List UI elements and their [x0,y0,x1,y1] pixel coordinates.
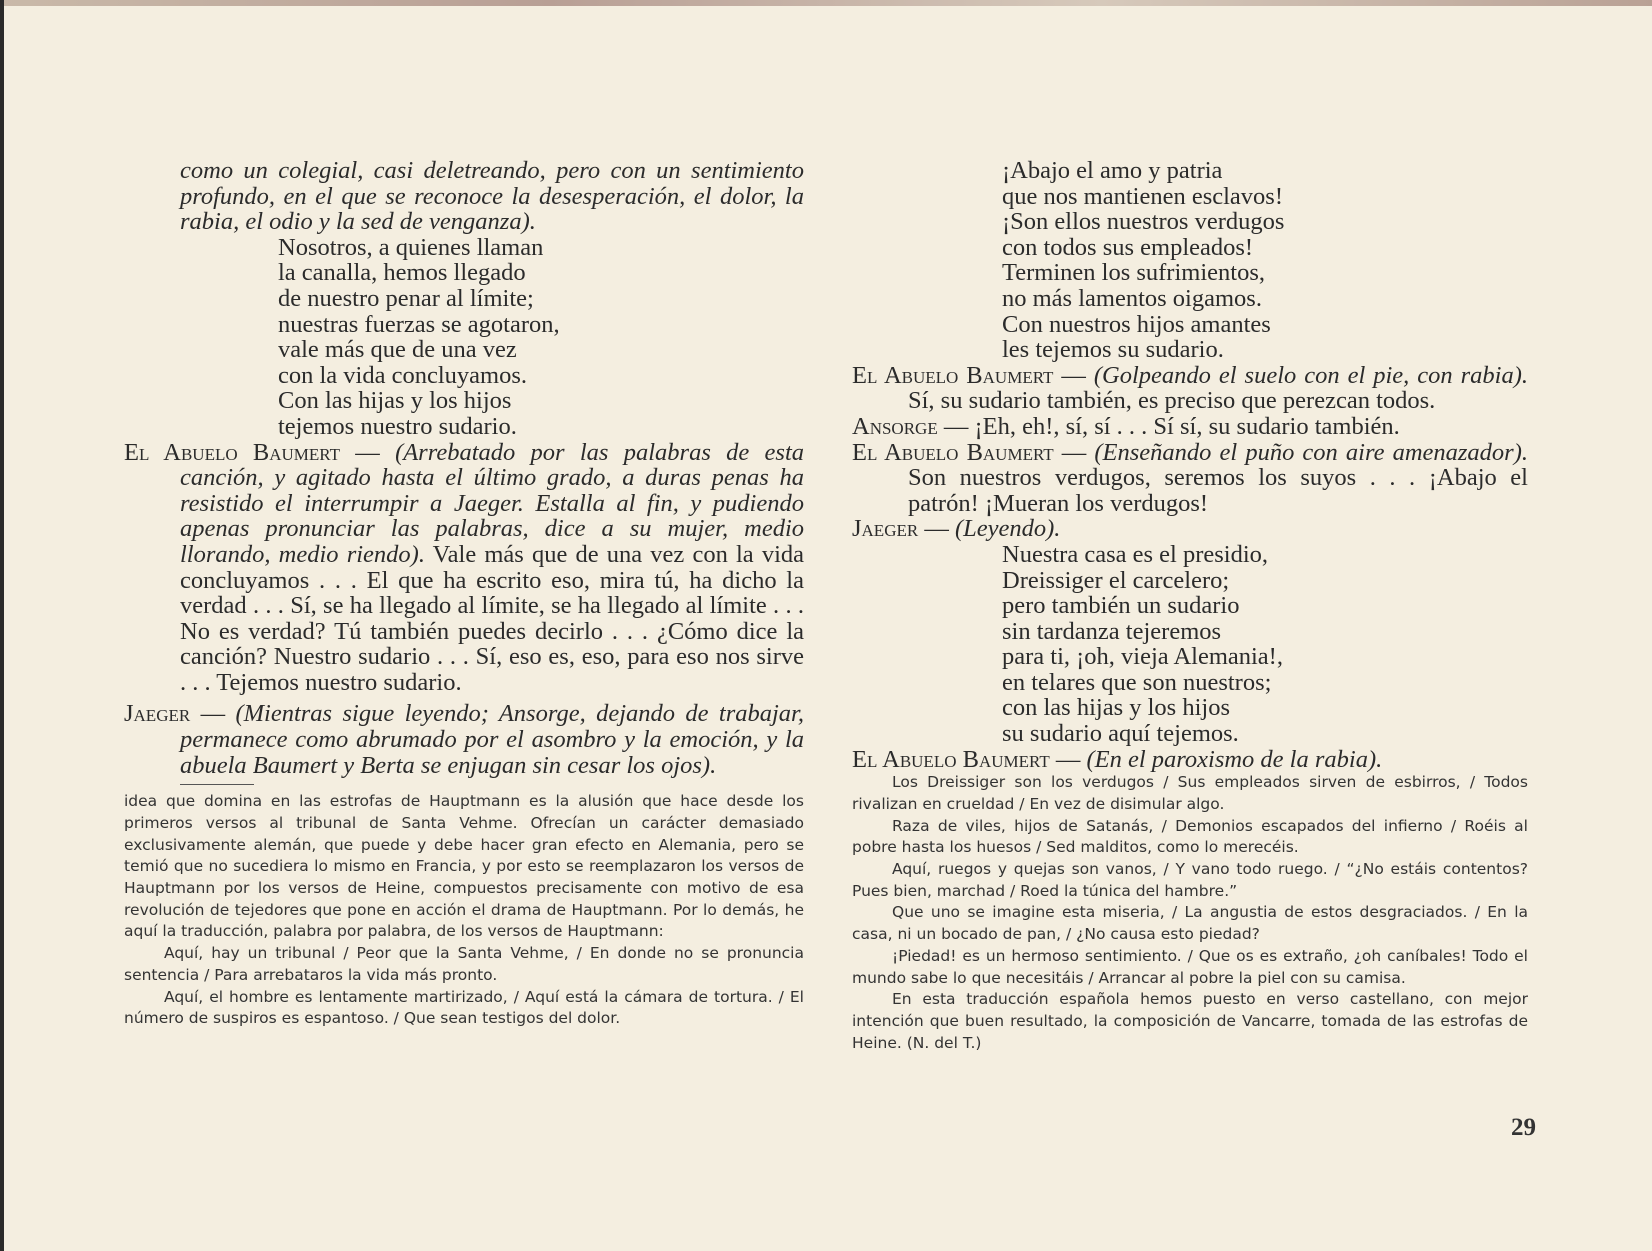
stage-direction: (En el paroxismo de la rabia). [1086,745,1383,773]
verse-line: en telares que son nuestros; [1002,668,1272,696]
verse-line: Dreissiger el carcelero; [1002,566,1230,594]
footnote-paragraph: ¡Piedad! es un hermoso sentimiento. / Que os es extraño, ¿oh caníbales! Todo el mundo sabe lo que necesitáis / Arrancar al pobre la piel con su camisa. [852,946,1528,987]
verse-line: para ti, ¡oh, vieja Alemania!, [1002,643,1283,671]
verse-line: Con nuestros hijos amantes [1002,310,1271,338]
verse-line: Nuestra casa es el presidio, [1002,540,1268,568]
dialogue-text: Sí, su sudario también, es preciso que perezcan todos. [908,387,1436,415]
verse-line: les tejemos su sudario. [1002,336,1224,364]
footnote-paragraph: Aquí, hay un tribunal / Peor que la Santa Vehme, / En donde no se pronuncia sentencia / Para arrebataros la vida más pronto. [124,944,804,984]
footnote-paragraph: Que uno se imagine esta miseria, / La angustia de estos desgraciados. / En la casa, ni un bocado de pan, / ¿No causa esto piedad? [852,903,1528,944]
dialogue-text: Vale más que de una vez con la vida concluyamos . . . El que ha escrito eso, mira tú, ha dicho la verdad . . . Sí, se ha llegado al límite, se ha llegado al límite . . . No es verdad? Tú también puedes decirlo . . . ¿Cómo dice la canción? Nuestro sudario . . . Sí, eso es, eso, para eso nos sirve . . . Tejemos nuestro sudario. [180,540,804,696]
stage-direction: (Arrebatado por las palabras de esta canción, y agitado hasta el último grado, a duras penas ha resistido el interrumpir a Jaeger. Estalla al fin, y pudiendo apenas pronunciar las palabras, dice a su mujer, medio llorando, medio riendo). [180,438,804,568]
speaker-name: El Abuelo Baumert — [852,361,1086,389]
speaker-name: El Abuelo Baumert — [852,745,1081,773]
dialogue-abuelo [852,747,1528,773]
footnote-paragraph: Raza de viles, hijos de Satanás, / Demonios escapados del infierno / Roéis al pobre hasta los huesos / Sed malditos, como lo merecéis. [852,816,1528,857]
verse-line: Terminen los sufrimientos, [1002,259,1265,287]
stage-direction: (Golpeando el suelo con el pie, con rabia). [1093,361,1529,389]
song-verse-1 [124,235,804,440]
verse-line: vale más que de una vez [278,336,517,364]
verse-line: su sudario aquí tejemos. [1002,720,1239,748]
stage-direction: (Mientras sigue leyendo; Ansorge, dejando de trabajar, permanece como abrumado por el asombro y la emoción, y la abuela Baumert y Berta se enjugan sin cesar los ojos). [180,700,804,779]
song-verse-2 [852,158,1528,363]
dialogue-ansorge [852,414,1528,440]
dialogue-abuelo [124,440,804,696]
verse-line: con todos sus empleados! [1002,233,1254,261]
song-verse-3 [852,542,1528,747]
dialogue-jaeger [124,701,804,778]
verse-line: de nuestro penar al límite; [278,284,534,312]
verse-line: con la vida concluyamos. [278,361,528,389]
dialogue-abuelo [852,363,1528,414]
footnote-paragraph: Aquí, el hombre es lentamente martirizado, / Aquí está la cámara de tortura. / El número de suspiros es espantoso. / Que sean testigos del dolor. [124,987,804,1028]
speaker-name: El Abuelo Baumert — [852,438,1087,466]
dialogue-text: Son nuestros verdugos, seremos los suyos . . . ¡Abajo el patrón! ¡Mueran los verdugos! [908,464,1528,517]
page-number: 29 [1511,1114,1536,1141]
left-column [124,158,804,1030]
dialogue-jaeger [852,516,1528,542]
verse-line: que nos mantienen esclavos! [1002,182,1283,210]
verse-line: la canalla, hemos llegado [278,259,526,287]
verse-line: con las hijas y los hijos [1002,694,1230,722]
dialogue-text: ¡Eh, eh!, sí, sí . . . Sí sí, su sudario también. [974,412,1400,440]
verse-line: nuestras fuerzas se agotaron, [278,310,560,338]
dialogue-abuelo [852,440,1528,517]
verse-line: Con las hijas y los hijos [278,387,512,415]
verse-line: ¡Son ellos nuestros verdugos [1002,208,1285,236]
verse-line: pero también un sudario [1002,592,1240,620]
stage-direction: (Enseñando el puño con aire amenazador). [1094,438,1528,466]
speaker-name: El Abuelo Baumert — [124,438,380,466]
page-top-edge [0,0,1652,6]
page-left-edge [0,0,4,1251]
verse-line: tejemos nuestro sudario. [278,412,517,440]
stage-direction: (Leyendo). [954,515,1061,543]
speaker-name: Jaeger — [124,700,226,728]
footnote-rule [180,784,254,785]
footnote-paragraph: idea que domina en las estrofas de Hauptmann es la alusión que hace desde los primeros versos al tribunal de Santa Vehme. Ofrecían un carácter demasiado exclusivamente alemán, que puede y debe hacer gran efecto en Alemania, pero se temió que no sucediera lo mismo en Francia, y por esto se reemplazaron los versos de Hauptmann por los versos de Heine, compuestos precisamente con motivo de esa revolución de tejedores que pone en acción el drama de Hauptmann. Por lo demás, he aquí la traducción, palabra por palabra, de los versos de Hauptmann: [124,792,804,941]
verse-line: no más lamentos oigamos. [1002,284,1262,312]
footnote-paragraph: Aquí, ruegos y quejas son vanos, / Y vano todo ruego. / “¿No estáis contentos? Pues bien, marchad / Roed la túnica del hambre.” [852,860,1528,900]
speaker-name: Ansorge — [852,412,969,440]
verse-line: ¡Abajo el amo y patria [1002,157,1223,184]
verse-line: sin tardanza tejeremos [1002,617,1222,645]
footnote-paragraph: Los Dreissiger son los verdugos / Sus empleados sirven de esbirros, / Todos rivalizan en crueldad / En vez de disimular algo. [852,773,1528,813]
footnote-paragraph: En esta traducción española hemos puesto en verso castellano, con mejor intención que buen resultado, la composición de Vancarre, tomada de las estrofas de Heine. (N. del T.) [852,990,1528,1052]
verse-line: Nosotros, a quienes llaman [278,233,544,261]
right-column [852,158,1528,1054]
speaker-name: Jaeger — [852,515,949,543]
stage-direction-continued: como un colegial, casi deletreando, pero con un sentimiento profundo, en el que se reconoce la desesperación, el dolor, la rabia, el odio y la sed de venganza). [180,157,804,236]
